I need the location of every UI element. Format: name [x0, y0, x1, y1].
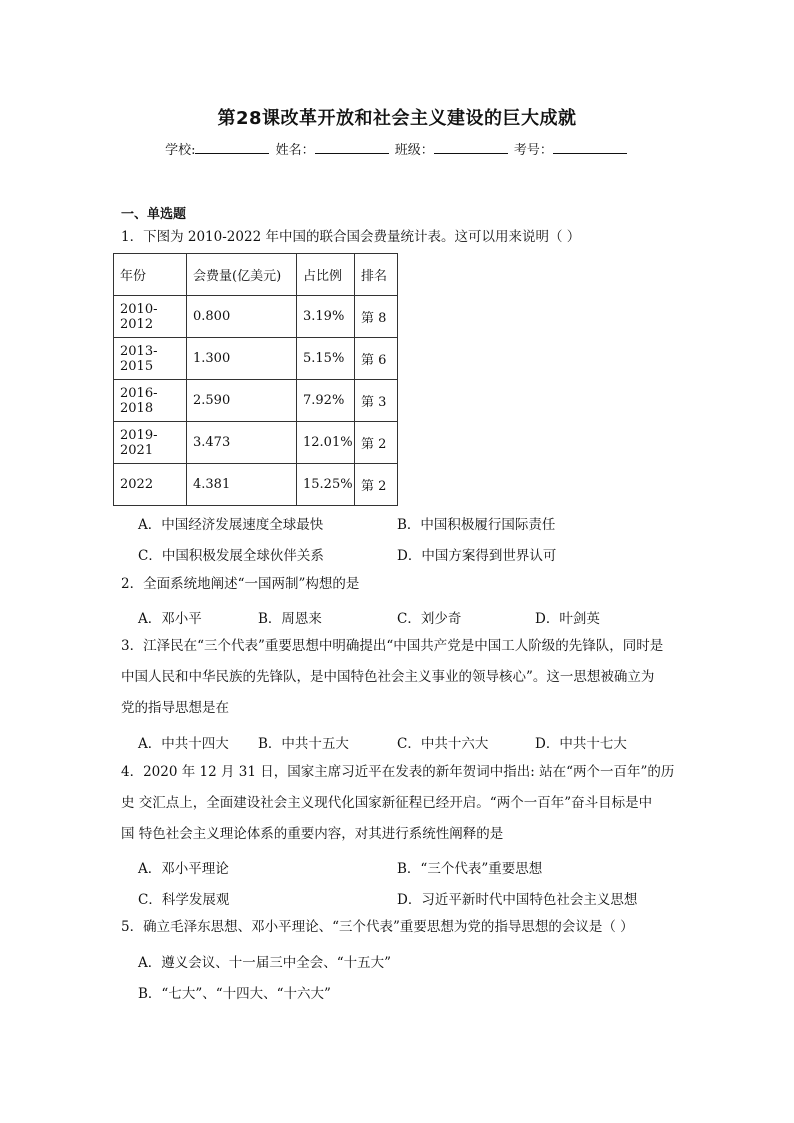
q2-option-b[interactable]: B．周恩来 — [258, 611, 322, 627]
q2-option-a[interactable]: A．邓小平 — [138, 611, 202, 627]
question-3-stem-line-2: 中国人民和中华民族的先锋队，是中国特色社会主义事业的领导核心”。这一思想被确立为 — [121, 669, 655, 685]
q4-option-c[interactable]: C．科学发展观 — [138, 892, 230, 908]
table-row — [114, 296, 398, 338]
q1-option-d[interactable]: D．中国方案得到世界认可 — [397, 548, 557, 564]
table-cell: 1.300 — [187, 338, 297, 380]
table-cell: 3.19% — [297, 296, 355, 338]
question-4-stem-line-2: 史 交汇点上，全面建设社会主义现代化国家新征程已经开启。“两个一百年”奋斗目标是中 — [121, 795, 653, 811]
number-blank[interactable] — [553, 141, 627, 154]
table-cell: 3.473 — [187, 422, 297, 464]
class-blank[interactable] — [434, 141, 508, 154]
question-1-stem: 1．下图为 2010-2022 年中国的联合国会费量统计表。这可以用来说明（ ） — [121, 229, 581, 245]
table-cell: 15.25% — [297, 464, 355, 506]
q2-option-d[interactable]: D．叶剑英 — [535, 611, 600, 627]
table-header-cell: 会费量(亿美元) — [187, 254, 297, 296]
table-row — [114, 380, 398, 422]
student-info-line — [0, 139, 794, 158]
name-label: 姓名： — [275, 143, 315, 158]
q5-option-a[interactable]: A．遵义会议、十一届三中全会、“十五大” — [138, 955, 392, 971]
q4-option-a[interactable]: A．邓小平理论 — [138, 861, 229, 877]
table-header-row — [114, 254, 398, 296]
section-heading: 一、单选题 — [121, 207, 187, 222]
table-cell: 第 2 — [355, 422, 398, 464]
fee-table — [113, 253, 398, 506]
q3-option-a[interactable]: A．中共十四大 — [138, 736, 229, 752]
table-row — [114, 338, 398, 380]
table-cell: 0.800 — [187, 296, 297, 338]
school-label: 学校: — [165, 143, 196, 158]
table-cell: 第 2 — [355, 464, 398, 506]
table-cell: 12.01% — [297, 422, 355, 464]
q2-option-c[interactable]: C．刘少奇 — [397, 611, 462, 627]
table-header-cell: 占比例 — [297, 254, 355, 296]
table-cell: 第 6 — [355, 338, 398, 380]
table-cell: 第 8 — [355, 296, 398, 338]
question-2-stem: 2．全面系统地阐述“一国两制”构想的是 — [121, 576, 360, 592]
table-cell: 4.381 — [187, 464, 297, 506]
number-label: 考号： — [513, 143, 553, 158]
question-4-stem-line-3: 国 特色社会主义理论体系的重要内容，对其进行系统性阐释的是 — [121, 826, 504, 842]
table-cell: 2010-2012 — [114, 296, 187, 338]
table-cell: 2016-2018 — [114, 380, 187, 422]
q4-option-d[interactable]: D．习近平新时代中国特色社会主义思想 — [397, 892, 638, 908]
question-5-stem: 5．确立毛泽东思想、邓小平理论、“三个代表”重要思想为党的指导思想的会议是（ ） — [121, 919, 634, 935]
name-blank[interactable] — [315, 141, 389, 154]
table-header-cell: 排名 — [355, 254, 398, 296]
q1-option-b[interactable]: B．中国积极履行国际责任 — [397, 517, 556, 533]
table-row — [114, 422, 398, 464]
table-header-cell: 年份 — [114, 254, 187, 296]
table-cell: 7.92% — [297, 380, 355, 422]
school-blank[interactable] — [195, 141, 269, 154]
table-cell: 2.590 — [187, 380, 297, 422]
page-title: 第28课改革开放和社会主义建设的巨大成就 — [217, 108, 577, 129]
q3-option-b[interactable]: B．中共十五大 — [258, 736, 349, 752]
table-cell: 第 3 — [355, 380, 398, 422]
q1-option-c[interactable]: C．中国积极发展全球伙伴关系 — [138, 548, 324, 564]
question-4-stem-line-1: 4．2020 年 12 月 31 日，国家主席习近平在发表的新年贺词中指出: 站在“两个一百年”的历 — [121, 764, 675, 780]
table-cell: 5.15% — [297, 338, 355, 380]
q4-option-b[interactable]: B．“三个代表”重要思想 — [397, 861, 543, 877]
table-cell: 2022 — [114, 464, 187, 506]
question-3-stem-line-1: 3．江泽民在“三个代表”重要思想中明确提出“中国共产党是中国工人阶级的先锋队，同时是 — [121, 638, 664, 654]
table-cell: 2013-2015 — [114, 338, 187, 380]
q5-option-b[interactable]: B．“七大”、“十四大、“十六大” — [138, 986, 331, 1002]
q1-option-a[interactable]: A．中国经济发展速度全球最快 — [138, 517, 324, 533]
class-label: 班级： — [394, 143, 434, 158]
question-3-stem-line-3: 党的指导思想是在 — [121, 700, 229, 716]
table-cell: 2019-2021 — [114, 422, 187, 464]
q3-option-c[interactable]: C．中共十六大 — [397, 736, 489, 752]
table-row — [114, 464, 398, 506]
q3-option-d[interactable]: D．中共十七大 — [535, 736, 627, 752]
